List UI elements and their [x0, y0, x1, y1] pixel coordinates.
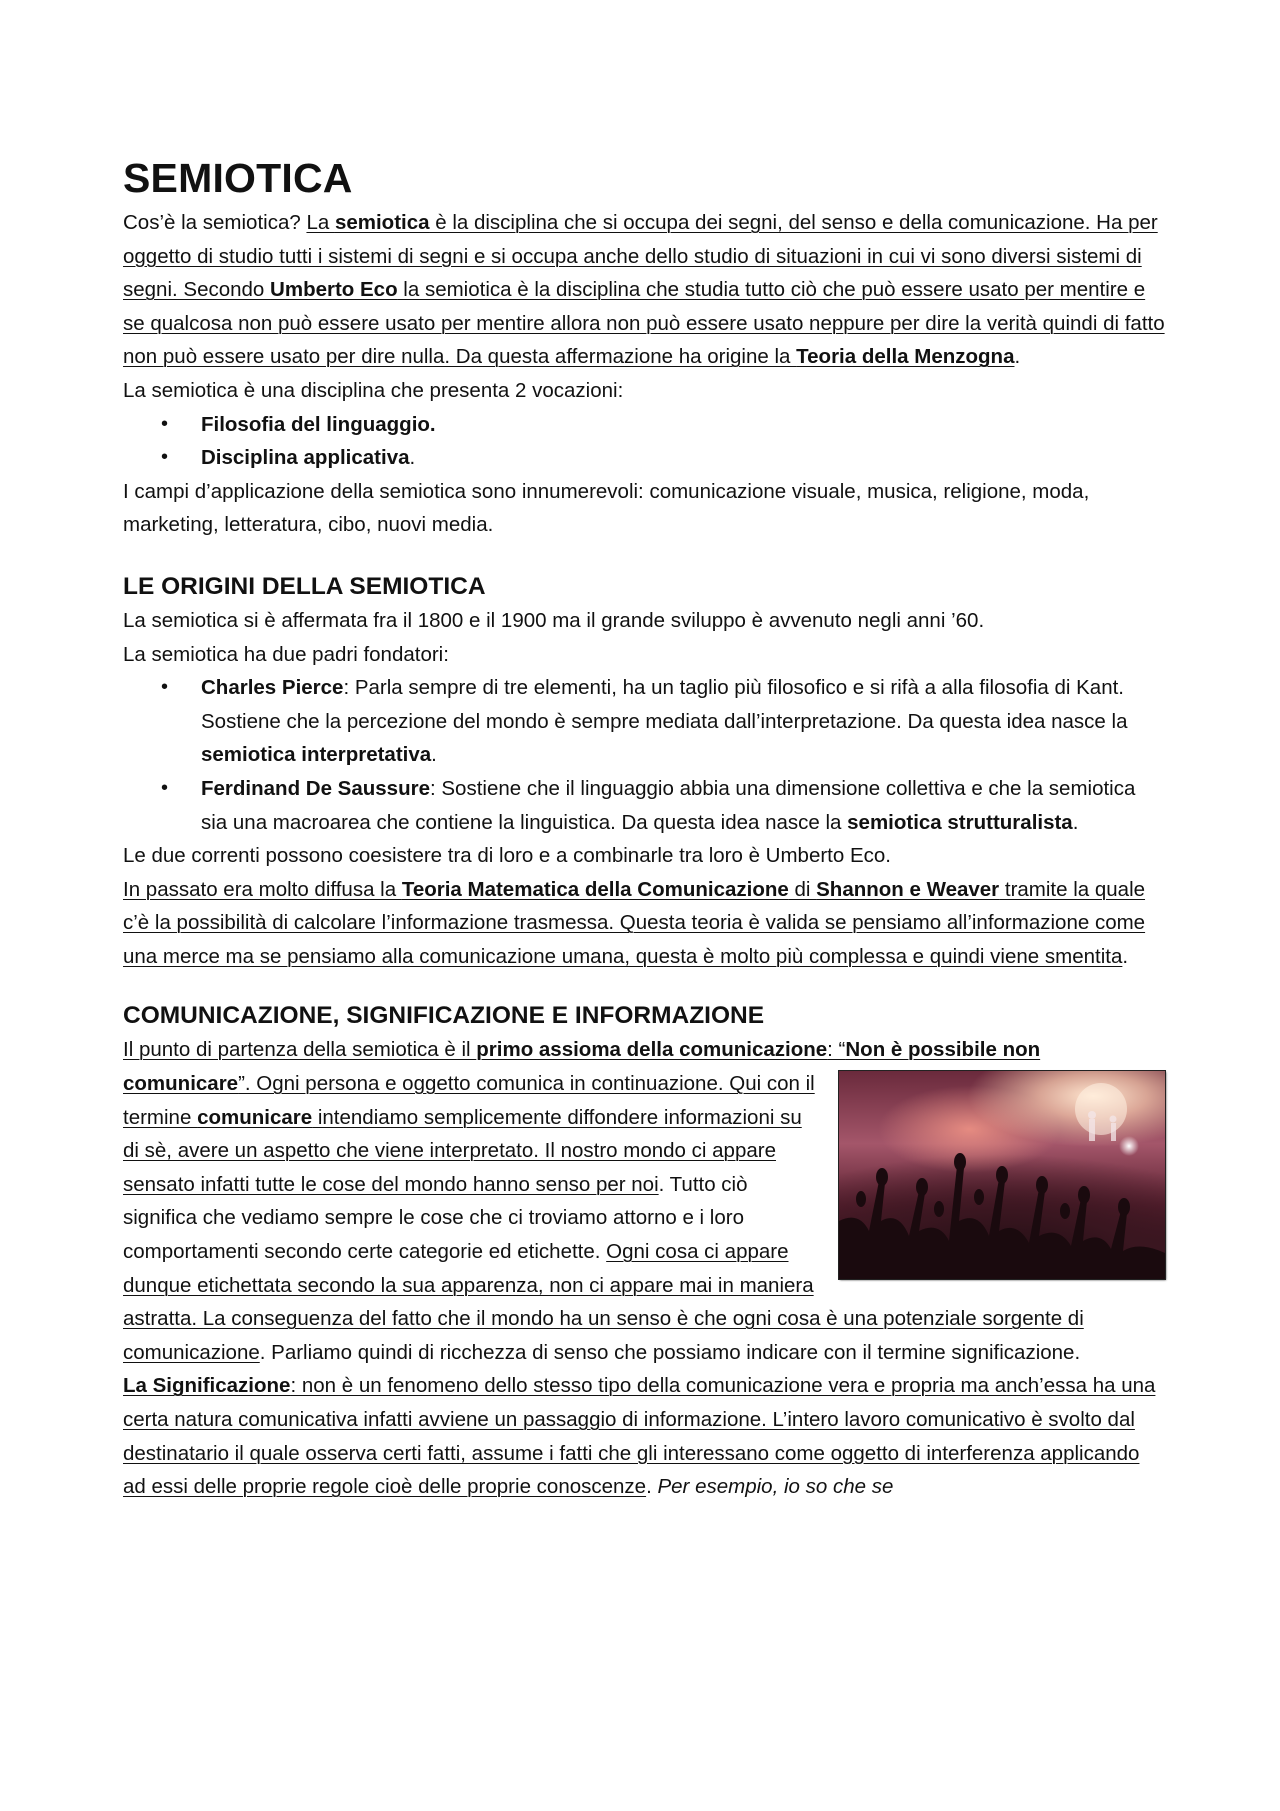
section-heading-communication: COMUNICAZIONE, SIGNIFICAZIONE E INFORMAZIONE	[123, 1002, 765, 1030]
bullet-icon: •	[161, 412, 169, 435]
intro-question: Cos’è la semiotica?	[123, 211, 307, 234]
raised-hands	[839, 1153, 1165, 1279]
founders-list	[123, 671, 1165, 839]
page-title: SEMIOTICA	[123, 155, 353, 201]
bullet-icon: •	[161, 446, 169, 469]
vocations-list	[123, 408, 1165, 475]
term-umberto-eco: Umberto Eco	[270, 278, 398, 302]
term-semiotica: semiotica	[334, 211, 430, 234]
term-teoria-matematica: Teoria Matematica della Comunicazione	[401, 877, 789, 901]
term-teoria-menzogna: Teoria della Menzogna	[796, 345, 1015, 369]
communication-paragraph-2: La Significazione: non è un fenomeno dello stesso tipo della comunicazione vera e propria ma anch’essa ha una certa natura comunicativa infatti avviene un passaggio di informazione. L’intero lavoro comunicativo è svolto dal destinatario il quale osserva certi fatti, assume i fatti che gli interessano come oggetto di interferenza applicando ad essi delle proprie regole cioè delle proprie conoscenze. Per esempio, io so che se	[123, 1374, 1156, 1499]
document-body	[123, 150, 1165, 1504]
bullet-icon: •	[161, 676, 169, 699]
fields-paragraph: I campi d’applicazione della semiotica sono innumerevoli: comunicazione visuale, musica, religione, moda, marketing, letteratura, cibo, nuovi media.	[123, 479, 1090, 537]
intro-paragraph: Cos’è la semiotica? La semiotica è la disciplina che si occupa dei segni, del senso e della comunicazione. Ha per oggetto di studio tutti i sistemi di segni e si occupa anche dello studio di situazioni in cui vi sono diversi sistemi di segni. Secondo Umberto Eco la semiotica è la disciplina che studia tutto ciò che può essere usato per mentire e se qualcosa non può essere usato per mentire allora non può essere usato neppure per dire la verità quindi di fatto non può essere usato per dire nulla. Da questa affermazione ha origine la Teoria della Menzogna.	[123, 211, 1165, 369]
origins-paragraph-3: Le due correnti possono coesistere tra di loro e a combinarle tra loro è Umberto Eco.	[123, 844, 891, 868]
term-comunicare: comunicare	[197, 1105, 313, 1129]
origins-paragraph-1: La semiotica si è affermata fra il 1800 e il 1900 ma il grande sviluppo è avvenuto negli anni ’60.	[123, 608, 985, 632]
term-shannon-weaver: Shannon e Weaver	[816, 877, 1000, 901]
section-heading-origins: LE ORIGINI DELLA SEMIOTICA	[123, 572, 486, 600]
crowd-hands-illustration	[839, 1071, 1165, 1279]
list-item: • Ferdinand De Saussure: Sostiene che il linguaggio abbia una dimensione collettiva e che la semiotica sia una macroarea che contiene la linguistica. Da questa idea nasce la semiotica strutturalista.	[123, 772, 1165, 839]
list-item: • Charles Pierce: Parla sempre di tre elementi, ha un taglio più filosofico e si rifà a alla filosofia di Kant. Sostiene che la percezione del mondo è sempre mediata dall’interpretazione. Da questa idea nasce la semiotica interpretativa.	[123, 671, 1165, 772]
communication-paragraph-1: Il punto di partenza della semiotica è il primo assioma della comunicazione: “Non è possibile non comunicare ”. Ogni persona e oggetto comunica in continuazione. Qui con il termine comunicare intendiamo semplicemente diffondere informazioni su di sè, avere un aspetto che viene interpretato. Il nostro mondo ci appare sensato infatti tutte le cose del mondo hanno senso per noi. Tutto ciò significa che vediamo sempre le cose che ci troviamo attorno e i loro comportamenti secondo certe categorie ed etichette. Ogni cosa ci appare dunque etichettata secondo la sua apparenza, non ci appare mai in maniera astratta. La conseguenza del fatto che il mondo ha un senso è che ogni cosa è una potenziale sorgente di comunicazione. Parliamo quindi di ricchezza di senso che possiamo indicare con il termine significazione.	[123, 1033, 1165, 1369]
stage-light	[1119, 1136, 1139, 1156]
intro-underlined: La semiotica è la disciplina che si occupa dei segni, del senso e della comunicazione. Ha per oggetto di studio tutti i sistemi di segni e si occupa anche dello studio di situazioni in cui vi sono diversi sistemi di segni. Secondo Umberto Eco la semiotica è la disciplina che studia tutto ciò che può essere usato per mentire e se qualcosa non può essere usato per mentire allora non può essere usato neppure per dire la verità quindi di fatto non può essere usato per dire nulla. Da questa affermazione ha origine la Teoria della Menzogna	[123, 211, 1165, 369]
concert-crowd-photo	[839, 1071, 1165, 1279]
term-significazione: La Significazione	[123, 1374, 291, 1398]
term-non-comunicare: Non è possibile non comunicare	[123, 1038, 1041, 1096]
list-item: • Disciplina applicativa.	[123, 441, 1165, 475]
vocations-intro: La semiotica è una disciplina che presenta 2 vocazioni:	[123, 378, 624, 402]
stage-glow	[1075, 1083, 1127, 1135]
term-primo-assioma: primo assioma della comunicazione	[476, 1038, 828, 1062]
bullet-icon: •	[161, 776, 169, 799]
list-item: • Filosofia del linguaggio.	[123, 408, 1165, 442]
origins-paragraph-2: La semiotica ha due padri fondatori:	[123, 642, 449, 666]
origins-paragraph-4: In passato era molto diffusa la Teoria Matematica della Comunicazione di Shannon e Weaver tramite la quale c’è la possibilità di calcolare l’informazione trasmessa. Questa teoria è valida se pensiamo all’informazione come una merce ma se pensiamo alla comunicazione umana, questa è molto più complessa e quindi viene smentita.	[123, 877, 1146, 968]
